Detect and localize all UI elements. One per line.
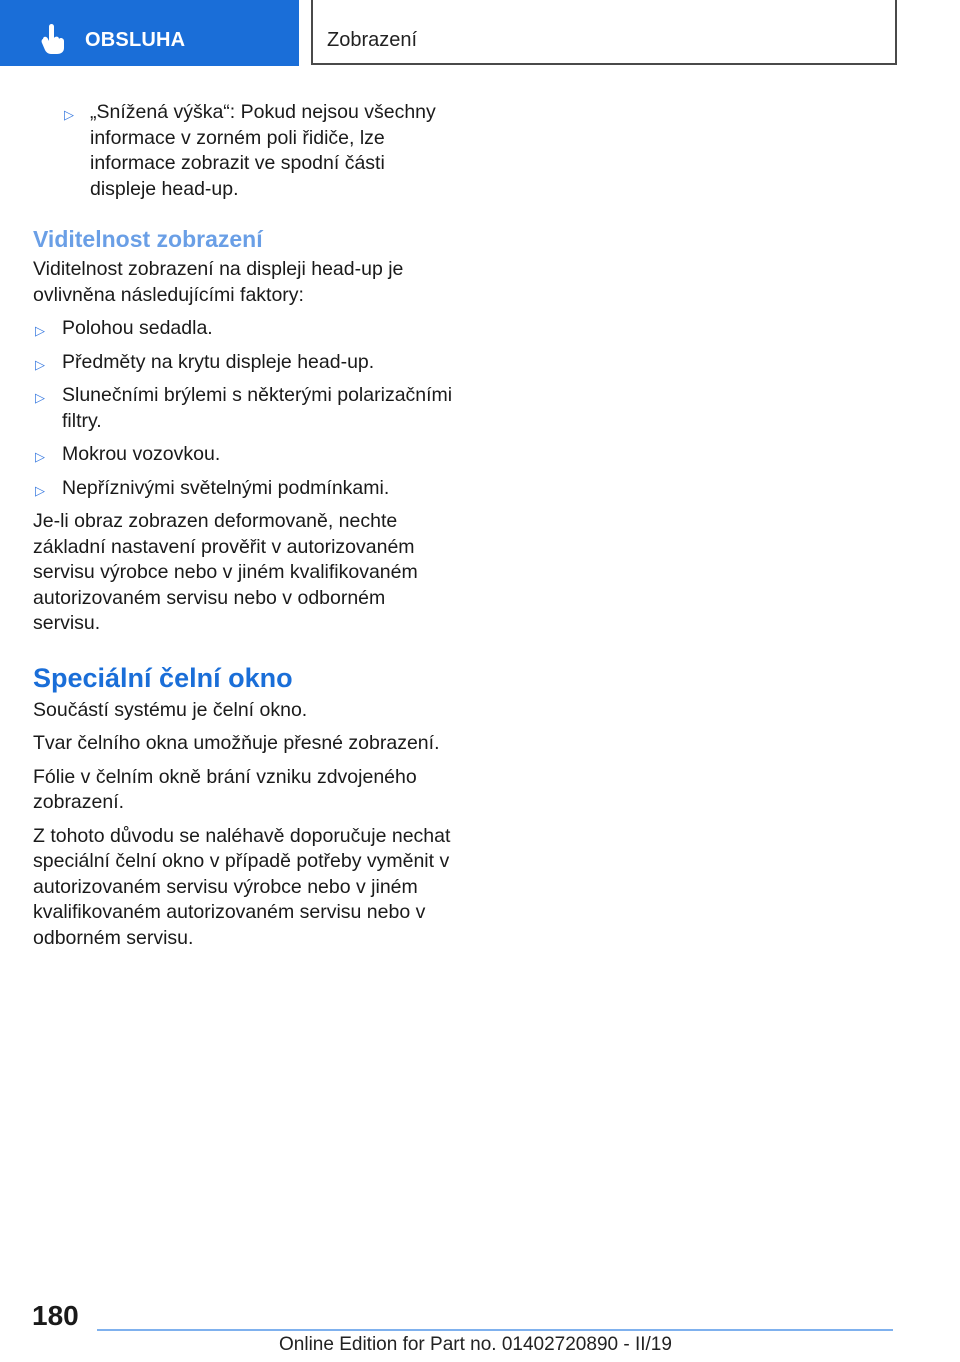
list-item: ▷ Předměty na krytu displeje head-up.: [33, 350, 453, 376]
paragraph: Součástí systému je čelní okno.: [33, 698, 308, 721]
section-label: OBSLUHA: [85, 29, 186, 51]
hand-pointer-icon: [40, 24, 66, 54]
main-column: [33, 100, 453, 951]
list-item: ▷ „Snížená výška“: Pokud nejsou všechny informace v zorném poli řidiče, lze informace zobrazit ve spodní části displeje head-up.: [64, 101, 436, 200]
list-item: ▷ Mokrou vozovkou.: [33, 442, 453, 468]
edition-footer: Online Edition for Part no. 01402720890 - II/19: [279, 1334, 672, 1355]
triangle-bullet-icon: ▷: [35, 323, 45, 338]
triangle-bullet-icon: ▷: [35, 390, 45, 405]
triangle-bullet-icon: ▷: [35, 482, 45, 498]
list-item: ▷ Nepříznivými světelnými podmínkami.: [33, 476, 453, 502]
paragraph: Tvar čelního okna umožňuje přesné zobrazení.: [33, 732, 440, 754]
triangle-bullet-icon: ▷: [35, 356, 45, 372]
section-tab: [0, 0, 299, 66]
paragraph: Viditelnost zobrazení na displeji head-up je ovlivněna následujícími faktory:: [33, 258, 404, 306]
list-item: ▷ Slunečními brýlemi s některými polarizačními filtry.: [35, 384, 453, 432]
triangle-bullet-icon: ▷: [35, 449, 45, 464]
chapter-header: [311, 0, 897, 65]
section-heading: Speciální čelní okno: [33, 662, 293, 693]
paragraph: Je-li obraz zobrazen deformovaně, nechte základní nastavení prověřit v autorizovaném servisu výrobce nebo v jiném kvalifikovaném autorizovaném servisu nebo v odborném servisu.: [33, 510, 418, 634]
paragraph: Z tohoto důvodu se naléhavě doporučuje nechat speciální čelní okno v případě potřeby vyměnit v autorizovaném servisu výrobce nebo v jiném kvalifikovaném autorizovaném servisu nebo v odborném servisu.: [33, 824, 451, 949]
footer-divider: [97, 1329, 893, 1331]
list-item: ▷ Polohou sedadla.: [33, 316, 453, 342]
paragraph: Fólie v čelním okně brání vzniku zdvojeného zobrazení.: [33, 765, 417, 813]
section-heading: Viditelnost zobrazení: [33, 226, 263, 252]
triangle-bullet-icon: ▷: [64, 107, 74, 122]
page-number: 180: [32, 1300, 79, 1331]
chapter-title: Zobrazení: [327, 29, 418, 51]
